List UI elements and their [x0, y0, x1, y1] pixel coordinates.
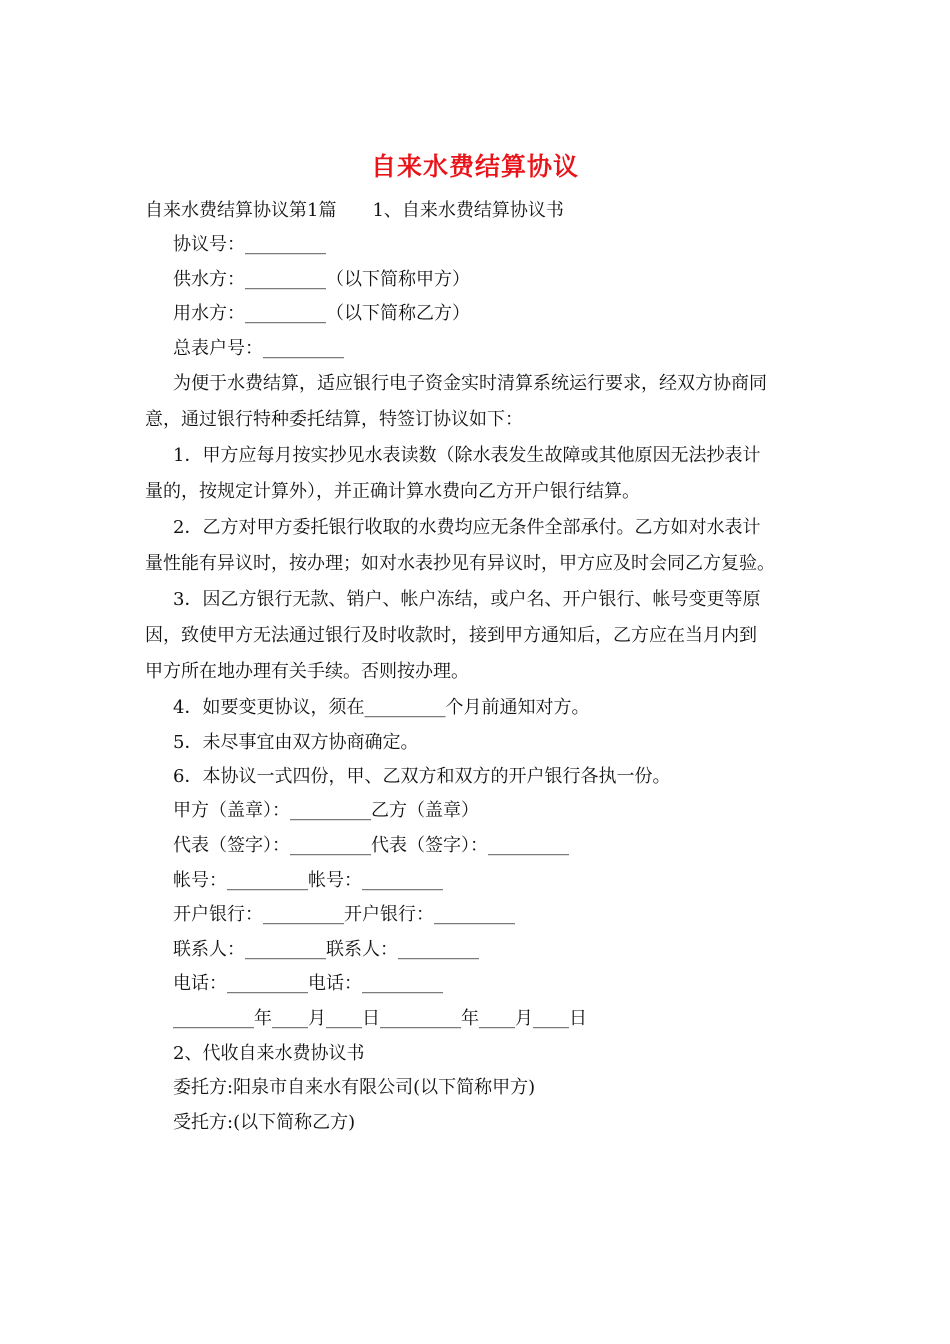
signature-contact-line: 联系人：_________联系人：_________: [173, 939, 479, 960]
signature-seal-line: 甲方（盖章）：_________乙方（盖章）: [173, 800, 479, 821]
paragraph-line: 为便于水费结算，适应银行电子资金实时清算系统运行要求，经双方协商同: [173, 373, 767, 394]
heading-part-2: 1、自来水费结算协议书: [372, 200, 564, 221]
clause-2-line: 量性能有异议时，按办理；如对水表抄见有异议时，甲方应及时会同乙方复验。: [145, 553, 775, 574]
document-title: 自来水费结算协议: [370, 152, 579, 181]
paragraph-line: 意，通过银行特种委托结算，特签订协议如下：: [145, 409, 523, 430]
clause-5-line: 5．未尽事宜由双方协商确定。: [173, 732, 419, 753]
clause-1-line: 1．甲方应每月按实抄见水表读数（除水表发生故障或其他原因无法抄表计: [173, 445, 761, 466]
agent-line: 受托方:(以下简称乙方): [173, 1112, 356, 1133]
clause-1-line: 量的，按规定计算外），并正确计算水费向乙方开户银行结算。: [145, 481, 640, 502]
clause-3-line: 因，致使甲方无法通过银行及时收款时，接到甲方通知后，乙方应在当月内到: [145, 625, 757, 646]
clause-6-line: 6．本协议一式四份，甲、乙双方和双方的开户银行各执一份。: [173, 766, 671, 787]
signature-representative-line: 代表（签字）：_________代表（签字）：_________: [173, 835, 569, 856]
clause-3-line: 甲方所在地办理有关手续。否则按办理。: [145, 661, 469, 682]
signature-bank-line: 开户银行：_________开户银行：_________: [173, 904, 515, 925]
clause-3-line: 3．因乙方银行无款、销户、帐户冻结，或户名、开户银行、帐号变更等原: [173, 589, 761, 610]
principal-line: 委托方:阳泉市自来水有限公司(以下简称甲方): [173, 1077, 536, 1098]
heading-part-1: 自来水费结算协议第1篇: [145, 200, 337, 221]
meter-account-line: 总表户号：_________: [173, 338, 344, 359]
section-2-heading: 2、代收自来水费协议书: [173, 1043, 365, 1064]
heading-line: [145, 199, 564, 223]
user-line: 用水方：_________（以下简称乙方）: [173, 303, 470, 324]
agreement-number-line: 协议号：_________: [173, 234, 326, 255]
supplier-line: 供水方：_________（以下简称甲方）: [173, 269, 470, 290]
clause-2-line: 2．乙方对甲方委托银行收取的水费均应无条件全部承付。乙方如对水表计: [173, 517, 761, 538]
clause-4-line: 4．如要变更协议，须在_________个月前通知对方。: [173, 697, 590, 718]
signature-phone-line: 电话：_________电话：_________: [173, 973, 443, 994]
signature-account-line: 帐号：_________帐号：_________: [173, 870, 443, 891]
signature-date-line: _________年____月____日_________年____月____日: [173, 1008, 587, 1029]
